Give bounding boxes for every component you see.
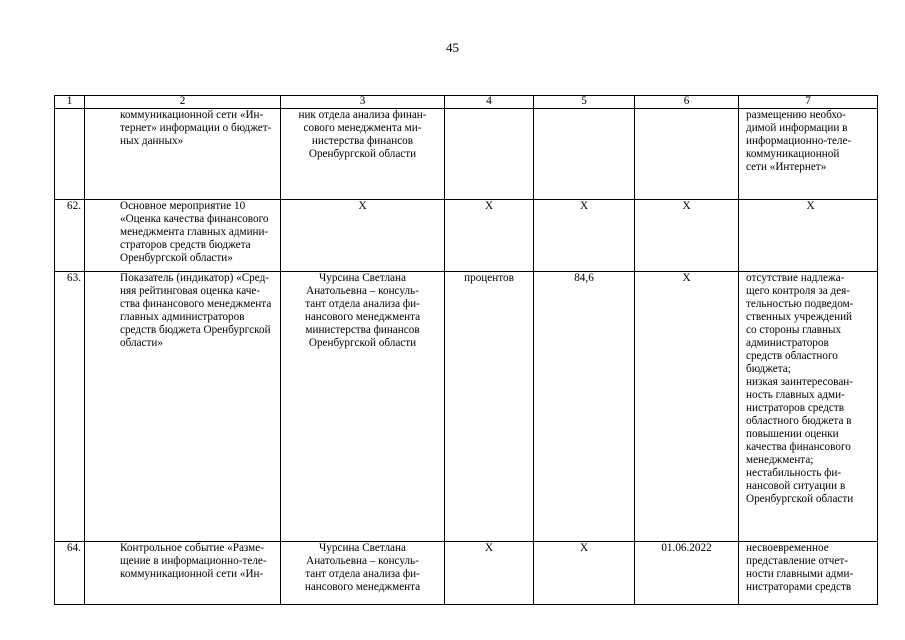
value-cell xyxy=(534,109,635,200)
table-row xyxy=(55,200,878,272)
table-header-row xyxy=(55,96,878,109)
name-cell: Показатель (индикатор) «Сред- няя рейтинговая оценка каче- ства финансового менеджмента главных администраторов средств бюджета Оренбургской области» xyxy=(85,272,281,542)
column-header: 4 xyxy=(445,96,534,109)
unit-cell: X xyxy=(445,200,534,272)
date-cell xyxy=(635,109,739,200)
table-row xyxy=(55,542,878,605)
responsible-cell: ник отдела анализа финан- сового менеджмента ми- нистерства финансов Оренбургской области xyxy=(281,109,445,200)
responsible-cell: Чурсина Светлана Анатольевна – консуль- тант отдела анализа фи- нансового менеджмента министерства финансов Оренбургской области xyxy=(281,272,445,542)
risks-cell: X xyxy=(739,200,878,272)
risks-cell: отсутствие надлежа- щего контроля за дея- тельностью подведом- ственных учреждений со стороны главных администраторов средств областного бюджета; низкая заинтересован- ность главных адми- нистраторов средств областного бюджета в повышении оценки качества финансового менеджмента; нестабильность фи- нансовой ситуации в Оренбургской области xyxy=(739,272,878,542)
name-cell: Контрольное событие «Разме- щение в информационно-теле- коммуникационной сети «Ин- xyxy=(85,542,281,605)
page-number: 45 xyxy=(446,40,459,55)
responsible-cell: Чурсина Светлана Анатольевна – консуль- тант отдела анализа фи- нансового менеджмента xyxy=(281,542,445,605)
value-cell: 84,6 xyxy=(534,272,635,542)
column-header: 6 xyxy=(635,96,739,109)
row-number-cell xyxy=(55,109,85,200)
unit-cell: X xyxy=(445,542,534,605)
column-header: 1 xyxy=(55,96,85,109)
column-header: 7 xyxy=(739,96,878,109)
date-cell: X xyxy=(635,200,739,272)
value-cell: X xyxy=(534,200,635,272)
name-cell: коммуникационной сети «Ин- тернет» информации о бюджет- ных данных» xyxy=(85,109,281,200)
date-cell: X xyxy=(635,272,739,542)
table-row xyxy=(55,272,878,542)
risks-cell: несвоевременное представление отчет- ности главными адми- нистраторами средств xyxy=(739,542,878,605)
table-row xyxy=(55,109,878,200)
responsible-cell: X xyxy=(281,200,445,272)
column-header: 2 xyxy=(85,96,281,109)
unit-cell: процентов xyxy=(445,272,534,542)
risks-cell: размещению необхо- димой информации в информационно-теле- коммуникационной сети «Интернет» xyxy=(739,109,878,200)
program-table xyxy=(54,95,878,605)
unit-cell xyxy=(445,109,534,200)
column-header: 3 xyxy=(281,96,445,109)
name-cell: Основное мероприятие 10 «Оценка качества финансового менеджмента главных админи- страторов средств бюджета Оренбургской области» xyxy=(85,200,281,272)
value-cell: X xyxy=(534,542,635,605)
column-header: 5 xyxy=(534,96,635,109)
row-number-cell: 62. xyxy=(55,200,85,272)
row-number-cell: 64. xyxy=(55,542,85,605)
date-cell: 01.06.2022 xyxy=(635,542,739,605)
row-number-cell: 63. xyxy=(55,272,85,542)
